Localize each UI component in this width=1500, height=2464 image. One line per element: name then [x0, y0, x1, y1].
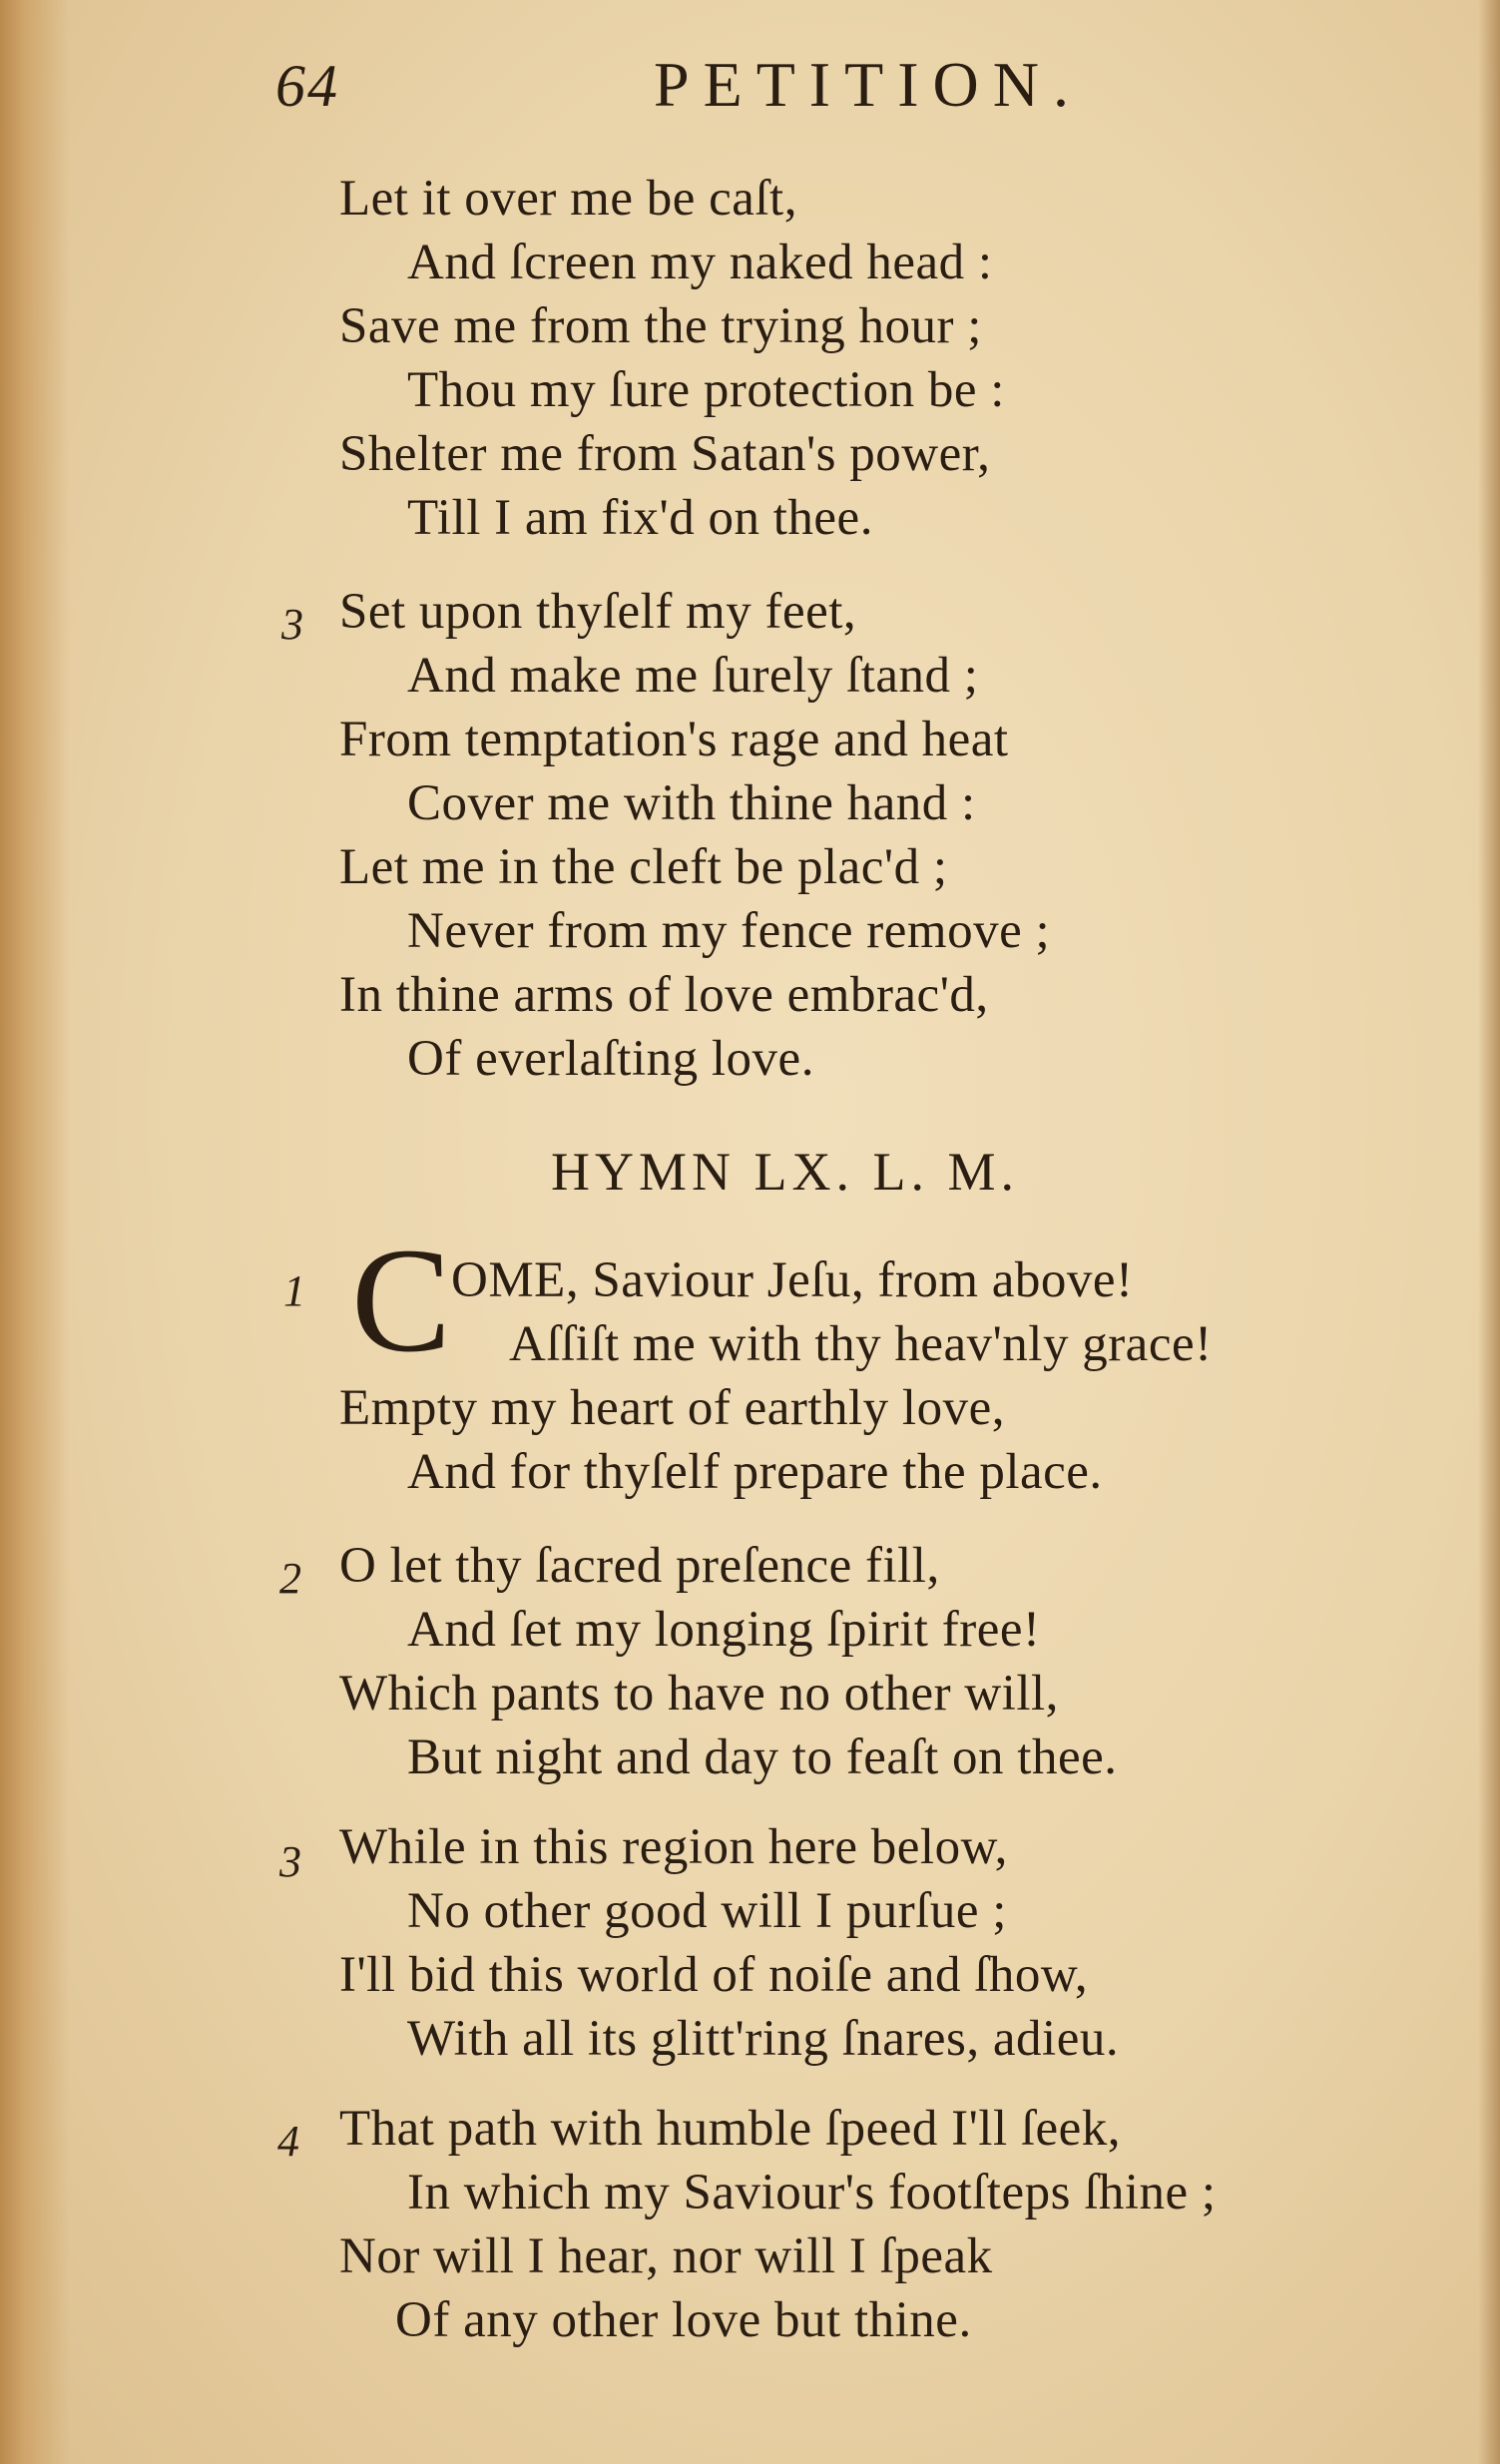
- verse-line: Never from my fence remove ;: [407, 903, 1051, 959]
- verse-line: And make me ſurely ſtand ;: [407, 648, 979, 704]
- verse-line: Aſſiſt me with thy heav'nly grace!: [509, 1316, 1213, 1372]
- verse-line: And ſcreen my naked head :: [407, 235, 993, 290]
- page-edge: [1478, 0, 1500, 2464]
- verse-line: Set upon thyſelf my feet,: [339, 584, 857, 640]
- drop-cap: C: [351, 1218, 452, 1383]
- verse-line: From temptation's rage and heat: [339, 712, 1009, 767]
- verse-line: Which pants to have no other will,: [339, 1666, 1059, 1722]
- verse-line: No other good will I purſue ;: [407, 1883, 1007, 1939]
- stanza-number: 1: [283, 1266, 305, 1315]
- verse-line: With all its glitt'ring ſnares, adieu.: [407, 2011, 1120, 2067]
- verse-line: Of everlaſting love.: [407, 1031, 814, 1087]
- stanza-number: 3: [279, 1837, 301, 1886]
- running-title: PETITION.: [654, 49, 1083, 120]
- verse-line: And for thyſelf prepare the place.: [407, 1444, 1103, 1500]
- verse-line: I'll bid this world of noiſe and ſhow,: [339, 1947, 1089, 2003]
- verse-line: Of any other love but thine.: [395, 2292, 972, 2348]
- verse-line: But night and day to feaſt on thee.: [407, 1729, 1118, 1785]
- stanza-number: 4: [277, 2117, 299, 2166]
- stanza-number: 3: [281, 600, 303, 649]
- verse-line: Till I am fix'd on thee.: [407, 490, 873, 546]
- verse-line: Save me from the trying hour ;: [339, 298, 982, 354]
- binding-gutter: [0, 0, 70, 2464]
- verse-line: While in this region here below,: [339, 1819, 1008, 1875]
- verse-line: In thine arms of love embrac'd,: [339, 967, 989, 1023]
- verse-line: Let it over me be caſt,: [339, 171, 797, 227]
- hymn-title: HYMN LX. L. M.: [551, 1142, 1019, 1202]
- verse-line: O let thy ſacred preſence fill,: [339, 1538, 940, 1594]
- verse-line: Thou my ſure protection be :: [407, 362, 1005, 418]
- verse-line: Nor will I hear, nor will I ſpeak: [339, 2228, 993, 2284]
- verse-line: Let me in the cleft be plac'd ;: [339, 839, 948, 895]
- verse-line: Cover me with thine hand :: [407, 775, 976, 831]
- verse-line: That path with humble ſpeed I'll ſeek,: [339, 2101, 1122, 2157]
- verse-line: Empty my heart of earthly love,: [339, 1380, 1005, 1436]
- verse-line: OME, Saviour Jeſu, from above!: [451, 1252, 1134, 1308]
- stanza-number: 2: [279, 1554, 301, 1603]
- verse-line: In which my Saviour's footſteps ſhine ;: [407, 2165, 1217, 2220]
- page-number: 64: [275, 53, 339, 119]
- verse-line: And ſet my longing ſpirit free!: [407, 1602, 1041, 1658]
- verse-line: Shelter me from Satan's power,: [339, 426, 991, 482]
